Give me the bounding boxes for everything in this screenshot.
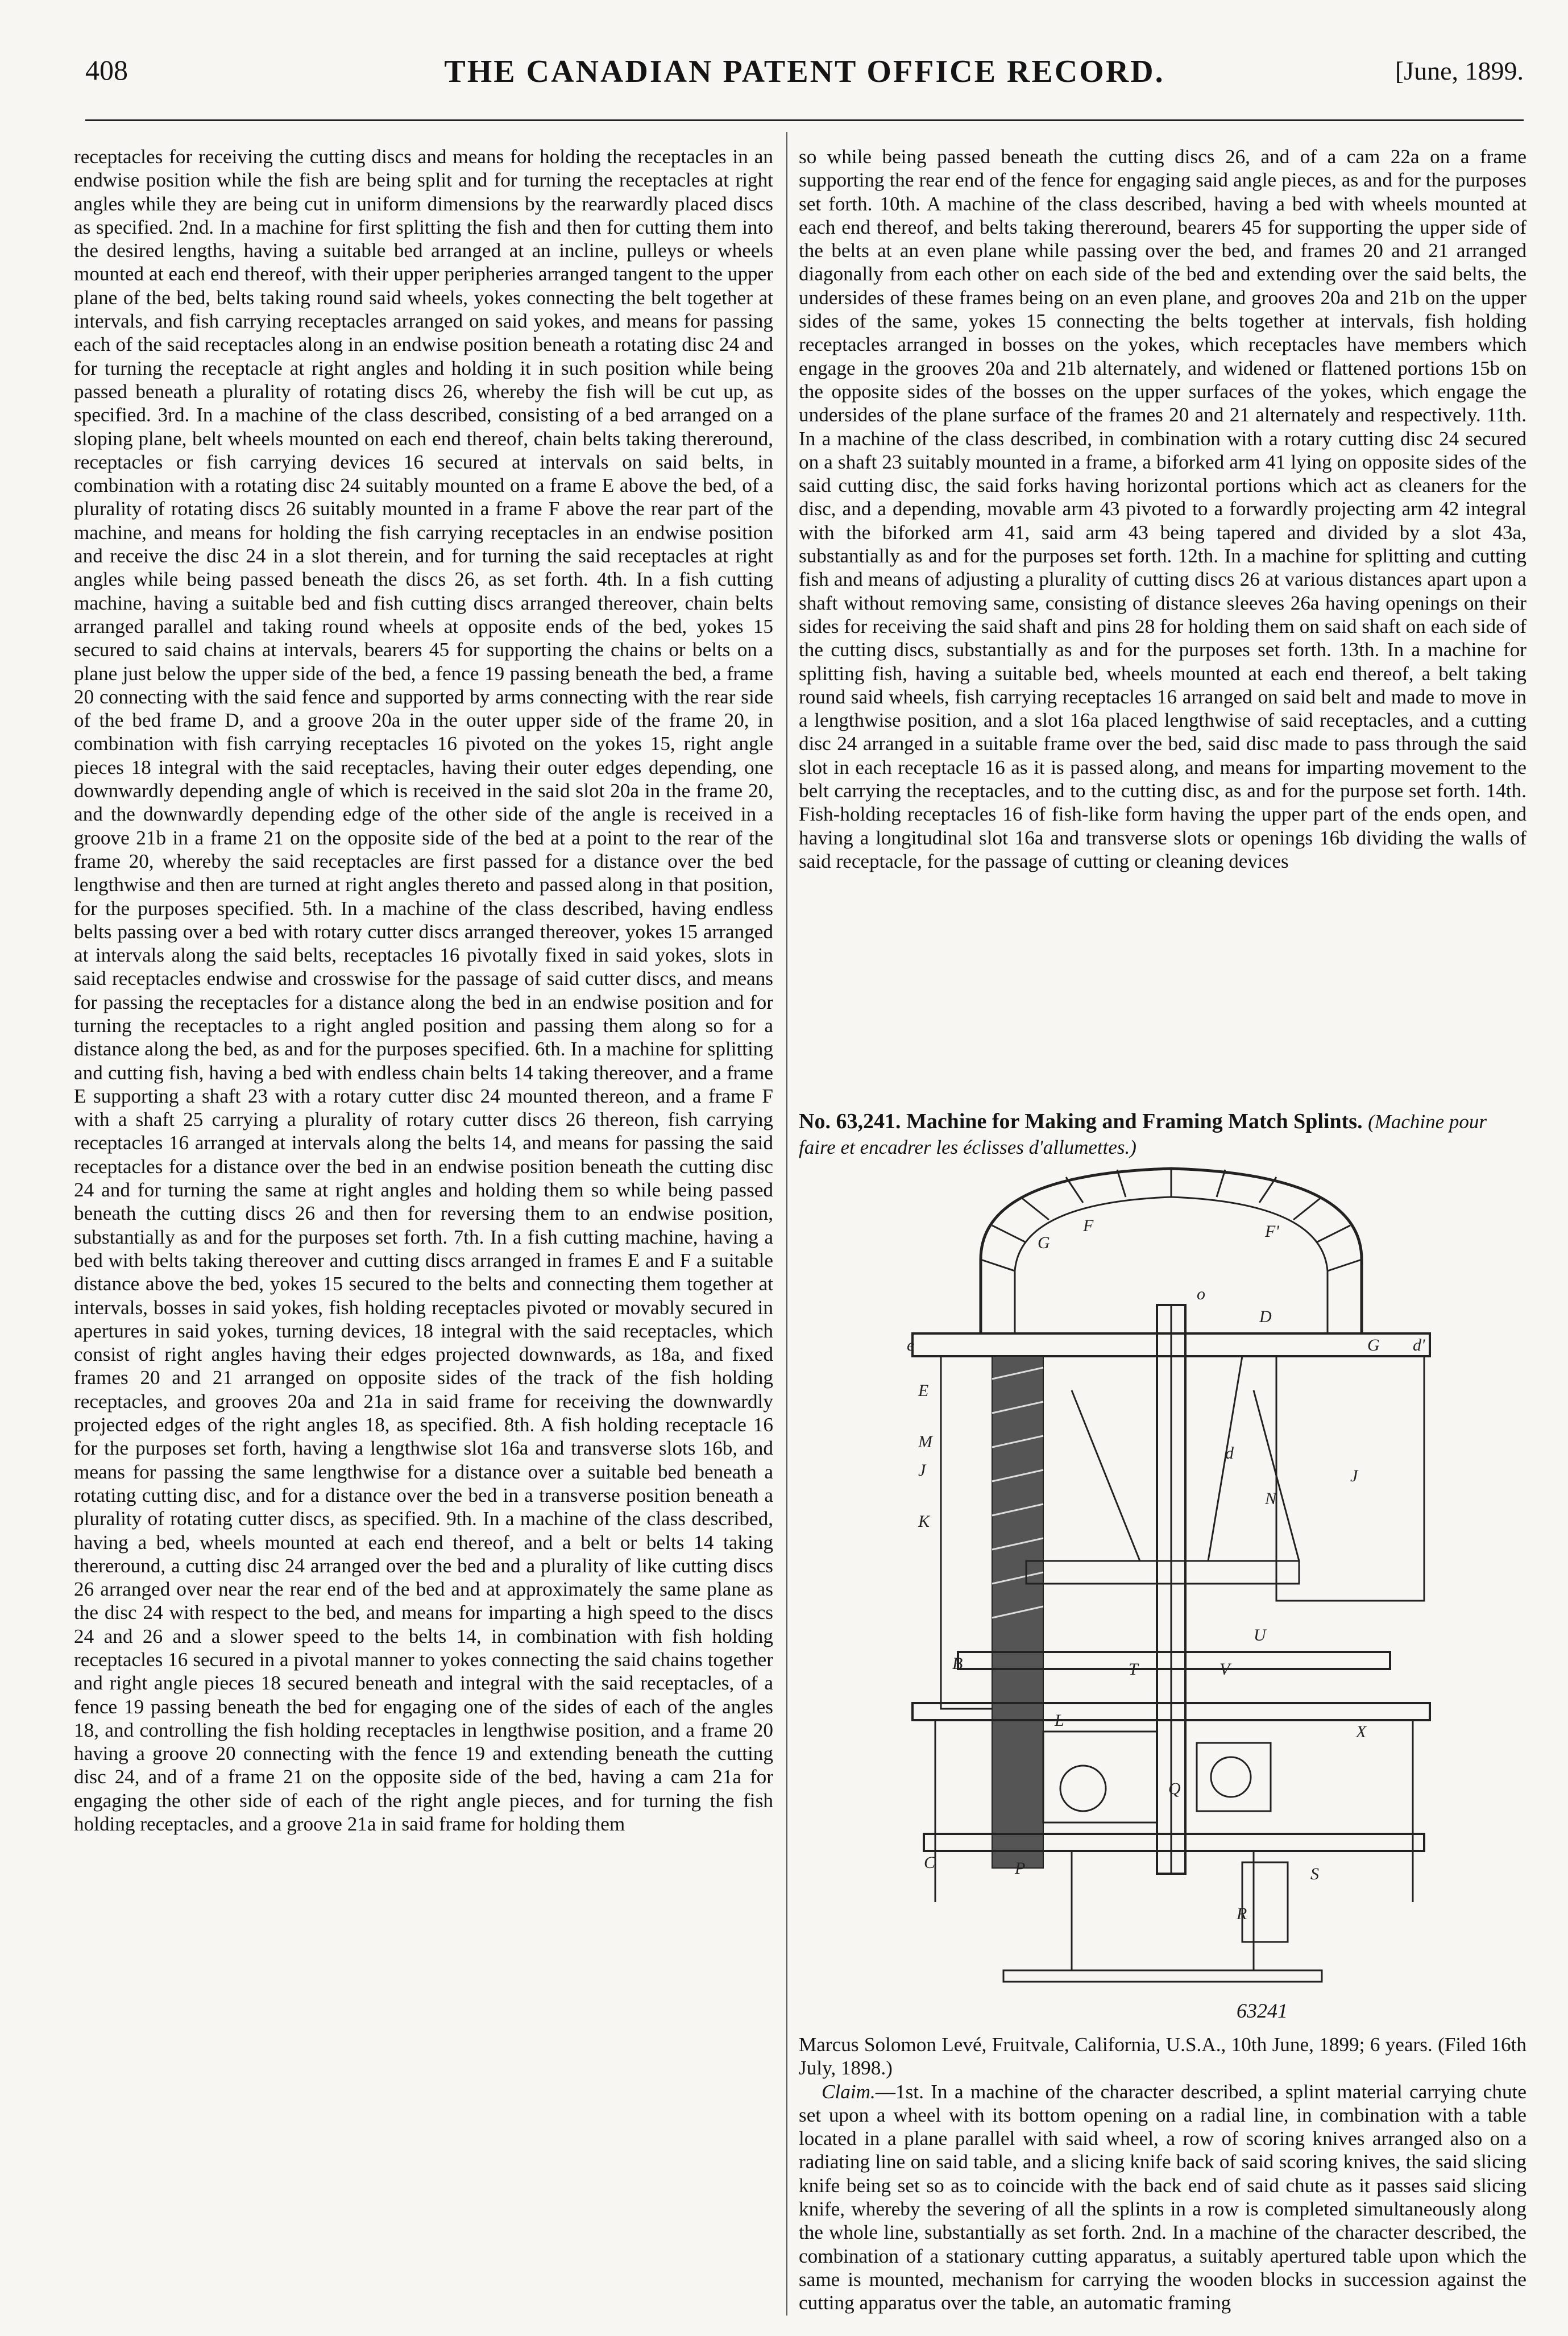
figure-label-d-small: d	[1225, 1444, 1234, 1463]
claim-paragraph	[799, 2080, 1526, 2315]
figure-label-g: G	[1038, 1233, 1050, 1252]
figure-label-g-right: G	[1367, 1336, 1380, 1355]
figure-label-s: S	[1310, 1865, 1319, 1883]
figure-label-j-right: J	[1350, 1467, 1358, 1485]
figure-label-f-prime: F'	[1265, 1222, 1279, 1241]
figure-label-m: M	[918, 1432, 932, 1451]
claim-text: —1st. In a machine of the character described, a splint material carrying chute set upon a wheel with its bottom opening on a radial line, in combination with a table located in a plane parallel with said wheel, a row of scoring knives arranged also on a radiating line on said table, and a slicing knife back of said scoring knives, the said slicing knife being set so as to coincide with the back end of said chute as it passes said slicing knife, whereby the severing of all the splints in a row is completed simultaneously along the whole line, substantially as set forth. 2nd. In a machine of the character described, the combination of a stationary cutting apparatus, a suitably apertured table upon which the same is mounted, mechanism for carrying the wooden blocks in succession against the cutting apparatus over the table, an automatic framing	[799, 2080, 1526, 2314]
figure-label-d: D	[1259, 1307, 1272, 1326]
right-column-top-text: so while being passed beneath the cutting discs 26, and of a cam 22a on a frame supporting the rear end of the fence for engaging said angle pieces, as and for the purposes set forth. 10th. A machine of the class described, having a bed with wheels mounted at each end thereof, and belts taking thereround, bearers 45 for supporting the upper side of the belts at an even plane while passing over the bed, and frames 20 and 21 arranged diagonally from each other on each side of the bed and extending over the said belts, the undersides of these frames being on an even plane, and grooves 20a and 21b on the upper sides of the same, yokes 15 connecting the belts together at intervals, fish holding receptacles arranged in bosses on the yokes, which receptacles have members which engage in the grooves 20a and 21b alternately, and widened or flattened portions 15b on the opposite sides of the bosses on the upper surfaces of the yokes, which engage the undersides of the plane surface of the frames 20 and 21 alternately and respectively. 11th. In a machine of the class described, in combination with a rotary cutting disc 24 secured on a shaft 23 suitably mounted in a frame, a biforked arm 41 lying on opposite sides of the said cutting disc, the said forks having horizontal portions which act as cleaners for the disc, and a depending, movable arm 43 pivoted to a forwardly projecting arm 42 integral with the biforked arm 41, said arm 43 being tapered and divided by a slot 43a, substantially as and for the purposes set forth. 12th. In a machine for splitting and cutting fish and means of adjusting a plurality of cutting discs 26 at various distances apart upon a shaft without removing same, consisting of distance sleeves 26a having openings on their sides for receiving the said shaft and pins 28 for holding them on said shaft on each side of the cutting discs, substantially as and for the purposes set forth. 13th. In a machine for splitting fish, having a suitable bed, wheels mounted at each end thereof, a belt taking round said wheels, fish carrying receptacles 16 arranged on said belt and made to move in a lengthwise position, and a slot 16a placed lengthwise of said receptacles, and a cutting disc 24 arranged in a suitable frame over the bed, said disc made to pass through the said slot in each receptacle 16 as it is passed along, and means for imparting movement to the belt carrying the receptacles, and to the cutting disc, as and for the purpose set forth. 14th. Fish-holding receptacles 16 of fish-like form having the upper part of the ends open, and having a longitudinal slot 16a and transverse slots or openings 16b dividing the walls of said receptacle, for the passage of cutting or cleaning devices	[799, 146, 1526, 872]
figure-label-v: V	[1219, 1660, 1230, 1679]
column-divider	[786, 132, 787, 2316]
figure-label-x: X	[1356, 1722, 1367, 1741]
page-number: 408	[85, 54, 128, 86]
figure-label-d-prime: d'	[1413, 1336, 1425, 1355]
page-header	[85, 53, 1524, 99]
figure-label-f: F	[1083, 1216, 1094, 1235]
issue-date: [June, 1899.	[1395, 56, 1524, 85]
figure-label-k: K	[918, 1512, 930, 1531]
patent-french-title: (Machine pour faire et encadrer les éclisses d'allumettes.)	[799, 1111, 1487, 1158]
journal-title: THE CANADIAN PATENT OFFICE RECORD.	[444, 54, 1165, 89]
patent-entry-heading	[799, 1109, 1526, 1160]
figure-label-u: U	[1254, 1626, 1266, 1645]
figure-label-r: R	[1237, 1904, 1247, 1923]
figure-label-e-small: e	[907, 1336, 915, 1355]
patent-title: Machine for Making and Framing Match Splints.	[906, 1109, 1363, 1133]
figure-label-n: N	[1265, 1489, 1277, 1508]
figure-label-p: P	[1015, 1859, 1026, 1878]
claim-label: Claim.	[822, 2080, 876, 2103]
patent-number: No. 63,241.	[799, 1109, 901, 1133]
figure-label-q: Q	[1168, 1779, 1181, 1798]
inventor-line: Marcus Solomon Levé, Fruitvale, California, U.S.A., 10th June, 1899; 6 years. (Filed 16th July, 1898.)	[799, 2033, 1526, 2080]
figure-label-e: E	[918, 1381, 929, 1400]
figure-caption: 63241	[1237, 1999, 1288, 2022]
right-column-top	[799, 145, 1526, 873]
figure-label-b: B	[952, 1654, 963, 1673]
header-rule	[85, 119, 1524, 121]
figure-label-l: L	[1055, 1711, 1064, 1730]
figure-label-o: o	[1197, 1285, 1205, 1303]
left-column-text: receptacles for receiving the cutting discs and means for holding the receptacles in an endwise position while the fish are being split and for turning the receptacles at right angles while they are being cut in uniform dimensions by the rearwardly placed discs as specified. 2nd. In a machine for first splitting the fish and then for cutting them into the desired lengths, having a suitable bed arranged at an incline, pulleys or wheels mounted at each end thereof, with their upper peripheries arranged tangent to the upper plane of the bed, belts taking round said wheels, yokes connecting the belt together at intervals, and fish carrying receptacles arranged on said yokes, and means for passing each of the said receptacles along in an endwise position beneath a rotating disc 24 and for turning the receptacle at right angles and holding it in such position while being passed beneath a plurality of rotating discs 26, whereby the fish will be cut up, as specified. 3rd. In a machine of the class described, consisting of a bed arranged on a sloping plane, belt wheels mounted on each end thereof, chain belts taking thereround, receptacles or fish carrying devices 16 secured at intervals on said belts, in combination with a rotating disc 24 suitably mounted on a frame E above the bed, of a plurality of rotating discs 26 suitably mounted in a frame F above the rear part of the machine, and means for holding the fish carrying receptacles in an endwise position and receive the disc 24 in a slot therein, and for turning the said receptacles at right angles while being passed beneath the discs 26, as set forth. 4th. In a fish cutting machine, having a suitable bed and fish cutting discs arranged thereover, chain belts arranged parallel and taking round wheels at opposite ends of the bed, yokes 15 secured to said chains at intervals, bearers 45 for supporting the chains or belts on a plane just below the upper side of the bed, a fence 19 passing beneath the bed, a frame 20 connecting with the said fence and supported by arms connecting with the rear side of the bed frame D, and a groove 20a in the outer upper side of the frame 20, in combination with fish carrying receptacles 16 pivoted on the yokes 15, right angle pieces 18 integral with the said receptacles, having their outer edges depending, one downwardly depending angle of which is received in the said slot 20a in the frame 20, and the downwardly depending edge of the other side of the angle is received in a groove 21b in a frame 21 on the opposite side of the bed at a point to the rear of the frame 20, whereby the said receptacles are first passed for a distance over the bed lengthwise and then are turned at right angles thereto and passed along in that position, for the purposes specified. 5th. In a machine of the class described, having endless belts passing over a bed with rotary cutter discs arranged thereover, yokes 15 arranged at intervals along the said belts, receptacles 16 pivotally fixed in said yokes, slots in said receptacles endwise and crosswise for the passage of said cutter discs, and means for passing the receptacles for a distance along the bed in an endwise position and for turning the receptacles to a right angled position and passing them along so for a distance along the bed, as and for the purposes specified. 6th. In a machine for splitting and cutting fish, having a bed with endless chain belts 14 taking thereover, and a frame E supporting a shaft 23 with a rotary cutter disc 24 mounted thereon, and a frame F with a shaft 25 carrying a plurality of rotary cutter discs 26 thereon, fish carrying receptacles 16 arranged at intervals along the belts 14, and means for passing the said receptacles for a distance over the bed in an endwise position beneath the cutting disc 24 and for turning the same at right angles and holding them so while being passed beneath the cutting discs 26 and then for reversing them to an endwise position, substantially as and for the purposes set forth. 7th. In a fish cutting machine, having a bed with belts taking thereover and cutting discs arranged in frames E and F a suitable distance above the bed, yokes 15 secured to the belts and connecting them together at intervals, bosses in said yokes, fish holding receptacles pivoted or movably secured in apertures in said yokes, turning devices, 18 integral with the said receptacles, which consist of right angles having their edges projected downwards, as 18a, and fixed frames 20 and 21 arranged on opposite sides of the track of the fish holding receptacles, and grooves 20a and 21a in said frame for receiving the downwardly projected edges of the right angles 18, as specified. 8th. A fish holding receptacle 16 for the purposes set forth, having a lengthwise slot 16a and transverse slots 16b, and means for passing the same lengthwise for a distance over a suitable bed beneath a rotating cutting disc, and for a distance over the bed in a transverse position beneath a plurality of rotating cutter discs, as specified. 9th. In a machine of the class described, having a bed, wheels mounted at each end thereof, and a belt or belts 14 taking thereround, a cutting disc 24 arranged over the bed and a plurality of like cutting discs 26 arranged over near the rear end of the bed and at approximately the same plane as the disc 24 with respect to the bed, and means for imparting a high speed to the discs 24 and 26 and a slower speed to the belts 14, in combination with fish holding receptacles 16 secured in a pivotal manner to yokes connecting the said chains together and right angle pieces 18 secured beneath and integral with the said receptacles, of a fence 19 passing beneath the bed for engaging one of the sides of each of the angles 18, and controlling the fish holding receptacles in lengthwise position, and a frame 20 having a groove 20 connecting with the fence 19 and extending beneath the cutting disc 24, and of a frame 21 on the opposite side of the bed, having a cam 21a for engaging the other side of each of the right angle pieces, and for turning the fish holding receptacles, and a groove 21a in said frame for holding them	[74, 146, 773, 1836]
patent-drawing	[901, 1163, 1441, 1993]
left-column	[74, 145, 773, 1836]
figure-label-t: T	[1129, 1660, 1138, 1679]
figure-label-j-left: J	[918, 1461, 926, 1480]
figure-label-c: C	[924, 1853, 936, 1872]
right-column-bottom	[799, 2033, 1526, 2315]
